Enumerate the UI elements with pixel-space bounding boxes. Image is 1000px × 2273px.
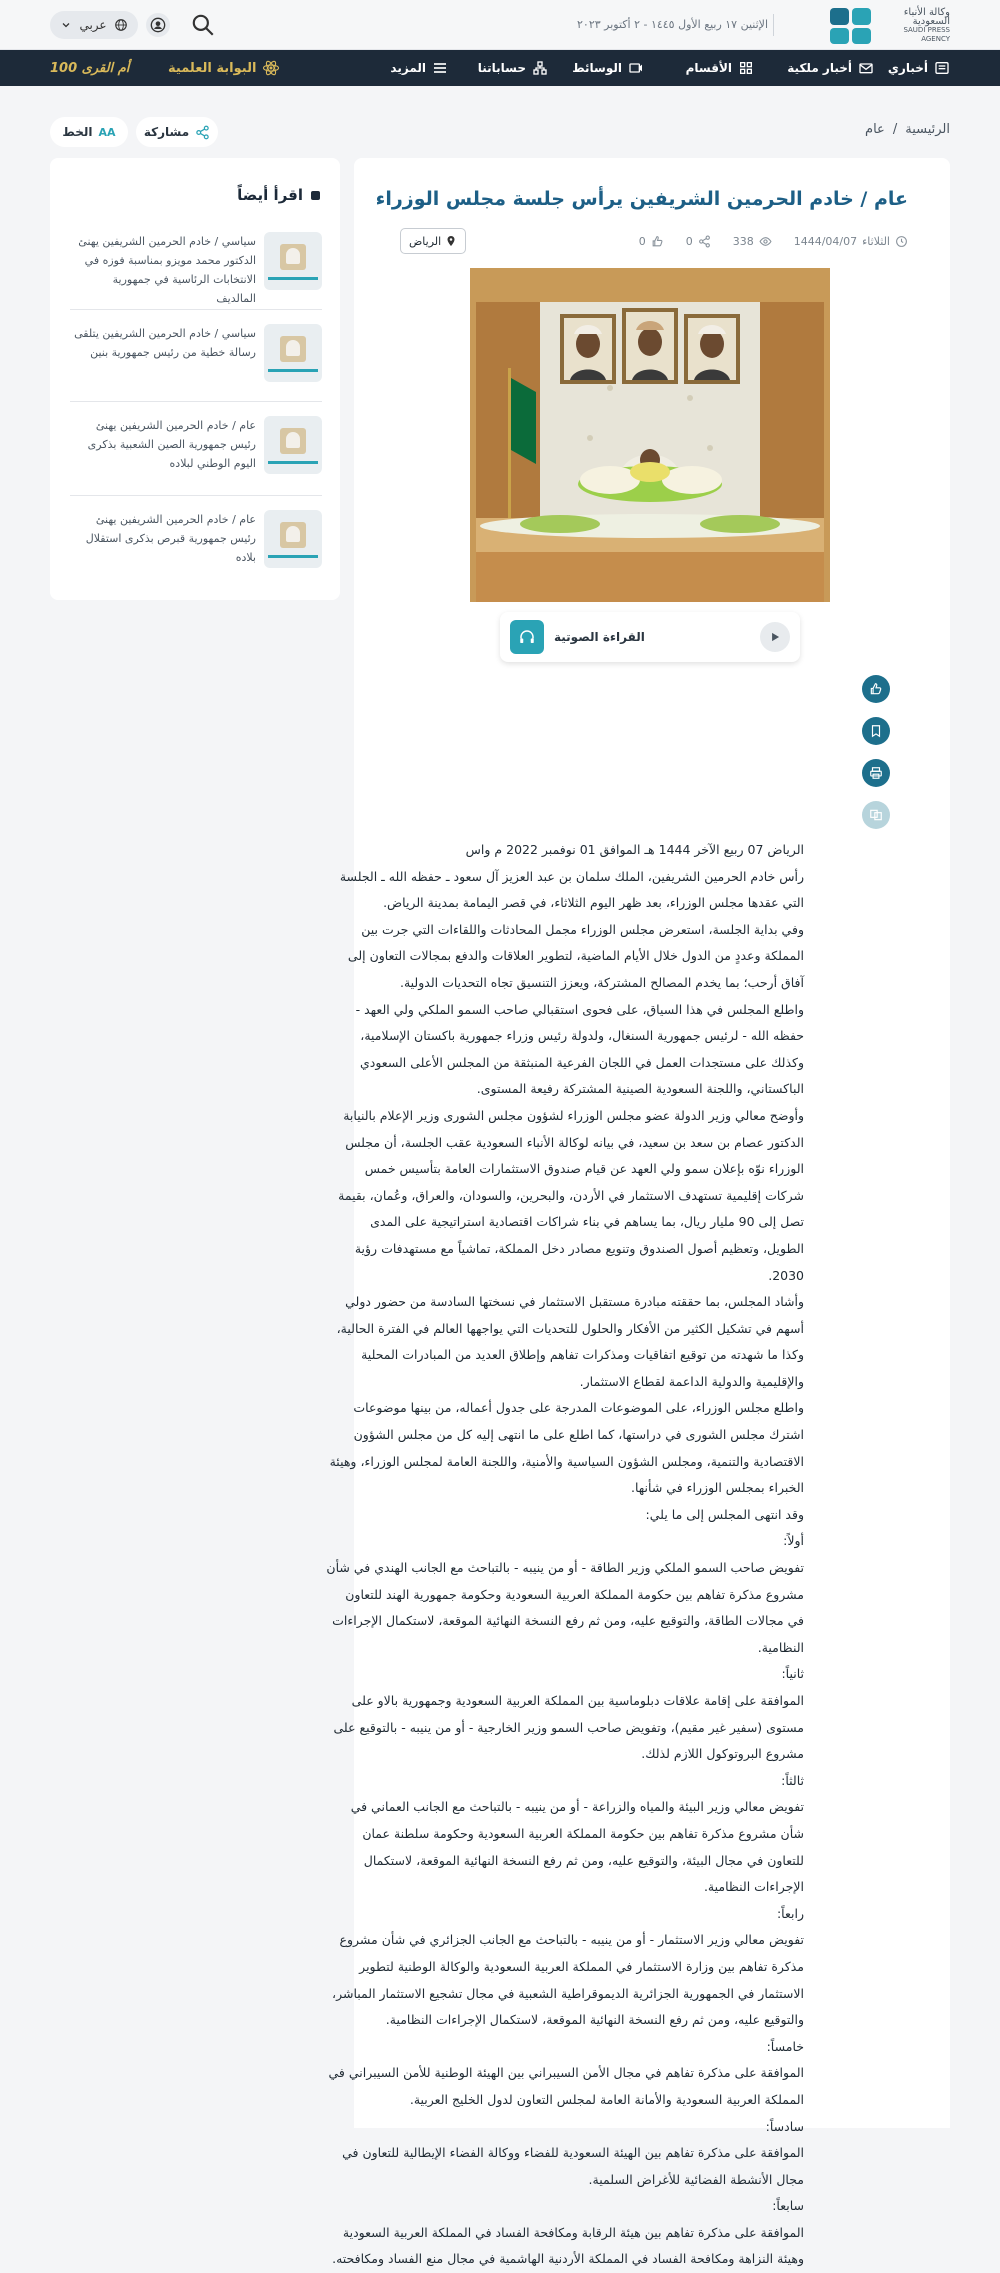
article-title: عام / خادم الحرمين الشريفين يرأس جلسة مجلس الوزراء: [375, 188, 908, 210]
spa-logo[interactable]: [830, 6, 950, 46]
date-value: 1444/04/07: [793, 235, 858, 248]
logo-mark-icon: [830, 8, 871, 44]
likes-count: 0: [638, 235, 646, 248]
thumbs-up-icon: [651, 235, 664, 248]
article-paragraph: وفي بداية الجلسة، استعرض مجلس الوزراء مجمل المحادثات واللقاءات التي جرت بين المملكة وعددٍ من الدول خلال الأيام الماضية، لتطوير العلاقات والدفع بمجالات التعاون إلى آفاق أرحب؛ بما يخدم المصالح المشتركة، ويعزز التنسيق تجاه التحديات الدولية.: [347, 921, 804, 990]
read-also-sidebar: [50, 158, 340, 600]
nav-item-more[interactable]: [390, 50, 448, 86]
breadcrumb-home[interactable]: الرئيسية: [905, 122, 950, 137]
breadcrumb-separator: /: [892, 122, 898, 137]
article-paragraph: رابعاً:: [776, 1905, 804, 1921]
font-label: الخط: [62, 125, 93, 139]
related-article[interactable]: [70, 232, 322, 326]
thumbs-up-icon: [869, 682, 883, 696]
divider: [70, 309, 322, 310]
article-actions: [855, 675, 897, 829]
eye-icon: [759, 235, 772, 248]
top-bar: [0, 0, 1000, 50]
title-marker: [311, 191, 320, 200]
article-thumbnail: [264, 324, 322, 382]
nav-item-sections[interactable]: [686, 50, 754, 86]
date-label: الثلاثاء: [862, 235, 890, 248]
nav-label: أخبار ملكية: [787, 61, 852, 75]
article-paragraph: تفويض معالي وزير البيئة والمياه والزراعة - أو من ينيبه - بالتباحث مع الجانب العماني في شأن مشروع مذكرة تفاهم بين حكومة المملكة العربية السعودية وحكومة سلطنة عمان للتعاون في مجال البيئة، والتوقيع عليه، ومن ثم رفع النسخة النهائية الموقعة، لاستكمال الإجراءات النظامية.: [350, 1799, 804, 1895]
translate-icon: [869, 808, 883, 822]
article-paragraph: سابعاً:: [772, 2198, 804, 2214]
article-paragraph: الموافقة على مذكرة تفاهم بين هيئة الرقابة ومكافحة الفساد في المملكة العربية السعودية وهيئة النزاهة ومكافحة الفساد في المملكة الأردنية الهاشمية في مجال منع الفساد ومكافحته.: [332, 2224, 804, 2267]
search-icon: [190, 12, 216, 38]
article-paragraph: خامساً:: [766, 2038, 804, 2054]
font-size-icon: AA: [98, 125, 116, 139]
play-button[interactable]: [760, 622, 790, 652]
clock-icon: [895, 235, 908, 248]
play-icon: [768, 630, 782, 644]
globe-icon: [114, 18, 128, 32]
printer-icon: [869, 766, 883, 780]
related-article-title: عام / خادم الحرمين الشريفين يهنئ رئيس جمهورية قبرص بذكرى استقلال بلاده: [85, 513, 256, 564]
audio-reader[interactable]: [500, 612, 800, 662]
article-paragraph: وأوضح معالي وزير الدولة عضو مجلس الوزراء لشؤون مجلس الشورى وزير الإعلام بالنيابة الدكتور عصام بن سعد بن سعيد، في بيانه لوكالة الأنباء السعودية عقب الجلسة، أن مجلس الوزراء نوّه بإعلان سمو ولي العهد عن قيام صندوق الاستثمارات العامة بتأسيس خمس شركات إقليمية تستهدف الاستثمار في الأردن، والبحرين، والسودان، والعراق، وعُمان، بقيمة تصل إلى 90 مليار ريال، بما يساهم في بناء شراكات اقتصادية استراتيجية على المدى الطويل، وتعظيم أصول الصندوق وتنويع مصادر دخل المملكة، تماشياً مع مستهدفات رؤية 2030.: [338, 1107, 804, 1283]
atom-icon: [262, 59, 280, 77]
article-date: [794, 235, 908, 248]
related-article-title: سياسي / خادم الحرمين الشريفين يتلقى رسالة خطية من رئيس جمهورية بنين: [74, 327, 256, 359]
article-thumbnail: [264, 416, 322, 474]
nav-label: الوسائط: [572, 61, 622, 75]
nav-item-news[interactable]: [888, 50, 950, 86]
share-icon: [195, 125, 210, 140]
nav-item-royal-news[interactable]: [787, 50, 874, 86]
like-button[interactable]: [862, 675, 890, 703]
nav-label: الأقسام: [685, 61, 732, 75]
views-count: 338: [732, 235, 754, 248]
logo-arabic: وكالة الأنباء السعودية: [903, 7, 950, 27]
current-date: الإثنين ١٧ ربيع الأول ١٤٤٥ - ٢ أكتوبر ٢٠٢٣: [577, 18, 768, 31]
sidebar-title: [237, 186, 320, 204]
media-icon: [628, 60, 644, 76]
breadcrumb: [865, 122, 950, 137]
article-paragraph: الرياض 07 ربيع الآخر 1444 هـ الموافق 01 نوفمبر 2022 م واس: [465, 842, 804, 857]
article-likes[interactable]: [639, 235, 664, 248]
article-meta: [639, 235, 908, 248]
main-nav: [0, 50, 1000, 86]
science-portal-link[interactable]: [168, 50, 280, 86]
article-paragraph: سادساً:: [765, 2118, 804, 2134]
article-paragraph: تفويض معالي وزير الاستثمار - أو من ينيبه - بالتباحث مع الجانب الجزائري في شأن مشروع مذكرة تفاهم بين وزارة الاستثمار في المملكة العربية السعودية والوكالة الوطنية لتطوير الاستثمار في الجمهورية الجزائرية الديموقراطية الشعبية في مجال تشجيع الاستثمار المباشر، والتوقيع عليه، ومن ثم رفع النسخة النهائية الموقعة، لاستكمال الإجراءات النظامية.: [332, 1932, 804, 2028]
related-article-title: عام / خادم الحرمين الشريفين يهنئ رئيس جمهورية الصين الشعبية بذكرى اليوم الوطني لبلاده: [87, 419, 256, 470]
umm-alqura-link[interactable]: أم القرى 100: [50, 60, 130, 76]
grid-icon: [738, 60, 754, 76]
article-paragraph: أولاً:: [783, 1533, 804, 1549]
nav-item-accounts[interactable]: [478, 50, 548, 86]
article-paragraph: واطلع مجلس الوزراء، على الموضوعات المدرجة على جدول أعماله، من بينها موضوعات اشترك مجلس الشورى في دراستها، كما اطلع على ما انتهى إليه كل من مجلس الشؤون الاقتصادية والتنمية، ومجلس الشؤون السياسية والأمنية، واللجنة العامة لمجلس الوزراء، وهيئة الخبراء بمجلس الوزراء في شأنها.: [329, 1400, 804, 1496]
envelope-icon: [858, 60, 874, 76]
article-paragraph: الموافقة على مذكرة تفاهم بين الهيئة السعودية للفضاء ووكالة الفضاء الإيطالية للتعاون في مجال الأنشطة الفضائية للأغراض السلمية.: [342, 2145, 804, 2187]
article-shares[interactable]: [686, 235, 711, 248]
article-paragraph: الموافقة على مذكرة تفاهم في مجال الأمن السيبراني بين الهيئة الوطنية للأمن السيبراني في المملكة العربية السعودية والأمانة العامة لمجلس التعاون لدول الخليج العربية.: [328, 2065, 804, 2107]
language-selector[interactable]: [50, 11, 138, 39]
menu-icon: [432, 60, 448, 76]
language-label: عربي: [79, 18, 107, 32]
location-pin-icon: [445, 235, 457, 247]
article-body: [326, 837, 804, 2273]
cabinet-session-image: [470, 268, 830, 602]
nav-label: أخباري: [887, 61, 928, 75]
sidebar-title-text: اقرأ أيضاً: [237, 186, 303, 204]
chevron-down-icon: [60, 19, 72, 31]
print-button[interactable]: [862, 759, 890, 787]
shares-count: 0: [685, 235, 693, 248]
related-article-title: سياسي / خادم الحرمين الشريفين يهنئ الدكتور محمد مويزو بمناسبة فوزه في الانتخابات الرئاسية في جمهورية المالديف: [78, 235, 256, 305]
article-paragraph: واطلع المجلس في هذا السياق، على فحوى استقبالي صاحب السمو الملكي ولي العهد - حفظه الله - لرئيس جمهورية السنغال، ولدولة رئيس وزراء جمهورية باكستان الإسلامية، وكذلك على مستجدات العمل في اللجان الفرعية المنبثقة من المجلس الأعلى السعودي الباكستاني، واللجنة السعودية الصينية المشتركة رفيعة المستوى.: [355, 1001, 804, 1097]
article-paragraph: رأس خادم الحرمين الشريفين، الملك سلمان بن عبد العزيز آل سعود ـ حفظه الله ـ الجلسة التي عقدها مجلس الوزراء، بعد ظهر اليوم الثلاثاء، في قصر اليمامة بمدينة الرياض.: [339, 868, 804, 911]
nav-label: حساباتنا: [477, 61, 526, 75]
article-thumbnail: [264, 232, 322, 290]
related-article[interactable]: [70, 510, 322, 604]
article-card: [326, 158, 950, 2267]
bookmark-button[interactable]: [862, 717, 890, 745]
article-photo[interactable]: [470, 268, 830, 602]
article-paragraph: وأشاد المجلس، بما حققته مبادرة مستقبل الاستثمار في نسختها السادسة من حضور دولي أسهم في تشكيل الكثير من الأفكار والحلول للتحديات التي يواجهها العالم في الفترة الحالية، وكذا ما شهدته من توقيع اتفاقيات ومذكرات تفاهم وإطلاق العديد من المبادرات المحلية والإقليمية والدولية الداعمة لقطاع الاستثمار.: [336, 1294, 804, 1389]
share-label: مشاركة: [143, 125, 190, 139]
divider: [70, 495, 322, 496]
audio-info: [510, 620, 645, 654]
breadcrumb-current[interactable]: عام: [865, 122, 885, 137]
account-button[interactable]: [146, 13, 170, 37]
network-icon: [532, 60, 548, 76]
user-icon: [150, 17, 166, 33]
location-label: الرياض: [409, 234, 442, 248]
article-paragraph: وقد انتهى المجلس إلى ما يلي:: [645, 1506, 804, 1522]
article-paragraph: تفويض صاحب السمو الملكي وزير الطاقة - أو من ينيبه - بالتباحث مع الجانب الهندي في شأن مشروع مذكرة تفاهم بين حكومة المملكة العربية السعودية وحكومة جمهورية الهند للتعاون في مجالات الطاقة، والتوقيع عليه، ومن ثم رفع النسخة النهائية الموقعة، لاستكمال الإجراءات النظامية.: [326, 1560, 804, 1655]
search-button[interactable]: [190, 12, 216, 38]
divider: [70, 401, 322, 402]
article-paragraph: ثانياً:: [781, 1666, 804, 1682]
divider: [773, 14, 774, 36]
headphones-icon: [510, 620, 544, 654]
share-button[interactable]: [136, 117, 218, 147]
nav-label: المزيد: [390, 61, 426, 75]
translate-button[interactable]: [862, 801, 890, 829]
portal-label: البوابة العلمية: [168, 60, 257, 76]
article-paragraph: ثالثاً:: [781, 1772, 804, 1788]
share-icon: [698, 235, 711, 248]
audio-label: القراءة الصوتية: [554, 630, 645, 644]
logo-text: [877, 8, 950, 44]
bookmark-icon: [869, 724, 883, 738]
nav-item-media[interactable]: [572, 50, 644, 86]
article-views: [733, 235, 772, 248]
logo-english: SAUDI PRESS AGENCY: [903, 26, 950, 43]
article-paragraph: الموافقة على إقامة علاقات دبلوماسية بين المملكة العربية السعودية وجمهورية بالاو على مستوى (سفير غير مقيم)، وتفويض صاحب السمو وزير الخارجية - أو من ينيبه - بالتوقيع على مشروع البروتوكول اللازم لذلك.: [333, 1693, 804, 1762]
location-tag: [400, 228, 466, 254]
article-thumbnail: [264, 510, 322, 568]
font-size-button[interactable]: [50, 117, 128, 147]
related-article[interactable]: [70, 324, 322, 418]
newspaper-icon: [934, 60, 950, 76]
